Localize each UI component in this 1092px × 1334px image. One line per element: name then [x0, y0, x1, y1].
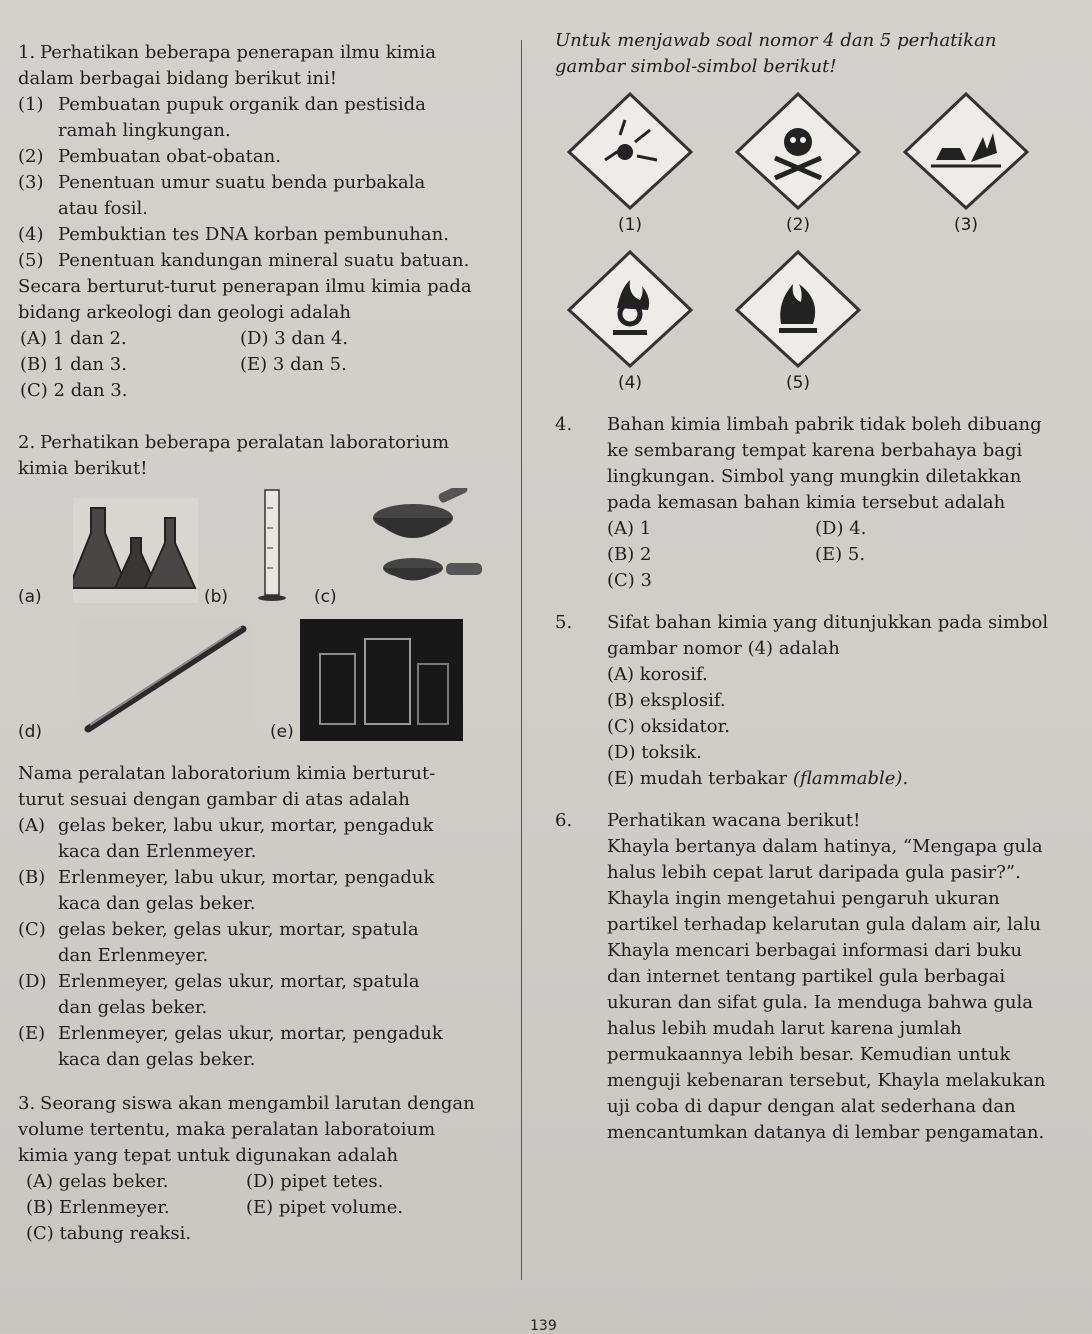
label-e: (e) [270, 722, 294, 742]
mortar-pestle-image [358, 488, 488, 603]
question-4 [555, 412, 1075, 594]
q5-stem: Sifat bahan kimia yang ditunjukkan pada simbol [607, 612, 1049, 633]
label-d: (d) [18, 722, 43, 742]
q5-option[interactable] [607, 662, 1075, 688]
q3-option[interactable]: (E) pipet volume. [246, 1197, 404, 1218]
q2-option-line: dan gelas beker. [58, 997, 208, 1018]
q1-option[interactable]: (D) 3 dan 4. [240, 328, 349, 349]
q6-passage-line: dan internet tentang partikel gula berbagai [607, 966, 1006, 987]
environment-hazard-icon [901, 90, 1031, 210]
label-b: (b) [204, 587, 229, 607]
q5-option-text: (A) korosif. [607, 664, 708, 685]
q2-option-letter: (A) [18, 815, 46, 836]
q1-item [18, 92, 488, 144]
lab-equipment-row-1 [18, 488, 488, 613]
q1-item-text [58, 248, 469, 274]
q2-option-letter: (E) [18, 1023, 46, 1044]
q4-option[interactable]: (E) 5. [815, 544, 866, 565]
explosive-icon [565, 90, 695, 210]
q6-passage-line: halus lebih mudah larut karena jumlah [607, 1018, 962, 1039]
q2-option-line: kaca dan Erlenmeyer. [58, 841, 257, 862]
q2-tail: Nama peralatan laboratorium kimia berturut- [18, 763, 436, 784]
q5-option[interactable] [607, 740, 1075, 766]
symbol-label-3: (3) [953, 215, 979, 235]
q2-option-line: gelas beker, gelas ukur, mortar, spatula [58, 919, 419, 940]
symbol-label-2: (2) [785, 215, 811, 235]
q3-stem-3: kimia yang tepat untuk digunakan adalah [18, 1145, 399, 1166]
q1-item [18, 144, 488, 170]
q1-item-line: atau fosil. [58, 198, 148, 219]
q2-option[interactable] [18, 1021, 488, 1073]
q4-stem-2: ke sembarang tempat karena berbahaya bagi [607, 440, 1023, 461]
hazard-symbol-3 [901, 90, 1031, 238]
q2-option-text [58, 917, 419, 969]
q3-option[interactable]: (B) Erlenmeyer. [26, 1197, 170, 1218]
q4-option[interactable]: (B) 2 [607, 544, 652, 565]
column-divider [521, 40, 522, 1280]
q6-passage-line: mencantumkan datanya di lembar pengamatan. [607, 1122, 1045, 1143]
q1-option[interactable] [240, 378, 460, 404]
q5-flammable-italic: (flammable). [792, 768, 909, 789]
q6-passage-line: partikel terhadap kelarutan gula dalam air, lalu [607, 914, 1041, 935]
stirring-rod-image [78, 619, 253, 741]
q5-option[interactable] [607, 714, 1075, 740]
skull-crossbones-icon [733, 90, 863, 210]
q2-stem: Perhatikan beberapa peralatan laboratorium [40, 432, 450, 453]
q5-option[interactable] [607, 766, 1075, 792]
q1-item-line: Penentuan kandungan mineral suatu batuan. [58, 250, 470, 271]
erlenmeyer-flasks-image [73, 498, 198, 603]
q1-item-line: Pembuatan pupuk organik dan pestisida [58, 94, 426, 115]
q2-option-line: kaca dan gelas beker. [58, 893, 256, 914]
hazard-symbol-4 [565, 248, 695, 396]
q6-passage-line: Khayla mencari berbagai informasi dari buku [607, 940, 1023, 961]
intro-line-2: gambar simbol-simbol berikut! [555, 56, 837, 77]
q1-option[interactable]: (A) 1 dan 2. [20, 328, 127, 349]
q4-stem-4: pada kemasan bahan kimia tersebut adalah [607, 492, 1006, 513]
q6-passage-line: uji coba di dapur dengan alat sederhana dan [607, 1096, 1016, 1117]
q2-option-text [58, 969, 420, 1021]
q1-item-text [58, 144, 281, 170]
q6-passage-line: ukuran dan sifat gula. Ia menduga bahwa gula [607, 992, 1033, 1013]
q1-item-text [58, 170, 425, 222]
q1-item-number: (4) [18, 224, 44, 245]
q6-stem: Perhatikan wacana berikut! [607, 810, 861, 831]
q1-item [18, 170, 488, 222]
q6-passage-line: halus lebih cepat larut daripada gula pasir?”. [607, 862, 1021, 883]
q1-item-number: (5) [18, 250, 44, 271]
q1-stem-2: dalam berbagai bidang berikut ini! [18, 68, 337, 89]
q1-item-number: (1) [18, 94, 44, 115]
q4-option[interactable]: (D) 4. [815, 518, 867, 539]
q1-stem: Perhatikan beberapa penerapan ilmu kimia [40, 42, 436, 63]
q3-option[interactable] [246, 1221, 466, 1247]
q1-item [18, 248, 488, 274]
oxidizer-icon [565, 248, 695, 368]
q4-option[interactable]: (A) 1 [607, 518, 652, 539]
q4-stem: Bahan kimia limbah pabrik tidak boleh dibuang [607, 414, 1042, 435]
q3-number: 3. [18, 1093, 36, 1114]
q2-option-letter: (D) [18, 971, 47, 992]
q6-passage-line: menguji kebenaran tersebut, Khayla melakukan [607, 1070, 1046, 1091]
q2-option-line: Erlenmeyer, gelas ukur, mortar, pengaduk [58, 1023, 443, 1044]
q5-option-text: (C) oksidator. [607, 716, 730, 737]
q2-option[interactable] [18, 865, 488, 917]
q1-option[interactable]: (B) 1 dan 3. [20, 354, 127, 375]
q1-item-line: Pembuatan obat-obatan. [58, 146, 281, 167]
q2-option-letter: (B) [18, 867, 46, 888]
question-3 [18, 1091, 488, 1247]
q5-option-text: (D) toksik. [607, 742, 702, 763]
q2-stem-2: kimia berikut! [18, 458, 148, 479]
q4-number: 4. [555, 414, 573, 435]
q3-option[interactable]: (A) gelas beker. [26, 1171, 169, 1192]
q1-item-text [58, 222, 449, 248]
q1-item [18, 222, 488, 248]
q2-option[interactable] [18, 969, 488, 1021]
q4-option[interactable] [815, 568, 1015, 594]
q4-option[interactable]: (C) 3 [607, 570, 652, 591]
q2-option-line: dan Erlenmeyer. [58, 945, 209, 966]
q5-option-text: (B) eksplosif. [607, 690, 726, 711]
q6-passage-line: permukaannya lebih besar. Kemudian untuk [607, 1044, 1011, 1065]
q1-option[interactable]: (C) 2 dan 3. [20, 380, 128, 401]
hazard-row-1 [565, 90, 1075, 238]
q1-item-number: (2) [18, 146, 44, 167]
q6-passage-line: Khayla bertanya dalam hatinya, “Mengapa gula [607, 836, 1043, 857]
q5-option[interactable] [607, 688, 1075, 714]
hazard-symbol-5 [733, 248, 863, 396]
symbol-label-4: (4) [617, 373, 643, 393]
hazard-row-2 [565, 248, 1075, 396]
q2-option-text [58, 1021, 443, 1073]
q1-tail-2: bidang arkeologi dan geologi adalah [18, 302, 351, 323]
q2-option[interactable] [18, 813, 488, 865]
q6-number: 6. [555, 810, 573, 831]
right-column [555, 28, 1075, 1152]
q5-option-text: (E) mudah terbakar [607, 768, 788, 789]
symbol-label-5: (5) [785, 373, 811, 393]
q5-number: 5. [555, 612, 573, 633]
symbol-label-1: (1) [617, 215, 643, 235]
q2-option-line: Erlenmeyer, labu ukur, mortar, pengaduk [58, 867, 435, 888]
flammable-icon [733, 248, 863, 368]
q3-option[interactable]: (C) tabung reaksi. [26, 1223, 192, 1244]
question-2 [18, 430, 488, 1073]
q2-option-line: gelas beker, labu ukur, mortar, pengaduk [58, 815, 434, 836]
q1-tail: Secara berturut-turut penerapan ilmu kimia pada [18, 276, 472, 297]
intro-line-1: Untuk menjawab soal nomor 4 dan 5 perhatikan [555, 30, 997, 51]
measuring-cylinder-image [253, 488, 293, 603]
q4-stem-3: lingkungan. Simbol yang mungkin diletakkan [607, 466, 1022, 487]
q1-item-text [58, 92, 426, 144]
hazard-symbol-1 [565, 90, 695, 238]
page-number: 139 [530, 1318, 557, 1334]
q1-option[interactable]: (E) 3 dan 5. [240, 354, 347, 375]
q1-item-number: (3) [18, 172, 44, 193]
q3-stem: Seorang siswa akan mengambil larutan dengan [40, 1093, 475, 1114]
label-c: (c) [314, 587, 337, 607]
q6-passage-line: Khayla ingin mengetahui pengaruh ukuran [607, 888, 1000, 909]
question-5 [555, 610, 1075, 792]
q3-stem-2: volume tertentu, maka peralatan laboratoium [18, 1119, 436, 1140]
hazard-symbol-2 [733, 90, 863, 238]
q1-item-line: ramah lingkungan. [58, 120, 231, 141]
q1-item-line: Pembuktian tes DNA korban pembunuhan. [58, 224, 449, 245]
q3-option[interactable]: (D) pipet tetes. [246, 1171, 384, 1192]
q2-option-line: Erlenmeyer, gelas ukur, mortar, spatula [58, 971, 420, 992]
q2-option-text [58, 865, 434, 917]
q2-option-line: kaca dan gelas beker. [58, 1049, 256, 1070]
q2-number: 2. [18, 432, 36, 453]
question-1 [18, 40, 488, 404]
q5-stem-2: gambar nomor (4) adalah [607, 638, 840, 659]
question-6 [555, 808, 1075, 1146]
lab-equipment-row-2 [18, 619, 488, 749]
left-column [18, 40, 488, 1253]
q2-option[interactable] [18, 917, 488, 969]
q2-tail-2: turut sesuai dengan gambar di atas adalah [18, 789, 410, 810]
label-a: (a) [18, 587, 42, 607]
beakers-image [300, 619, 463, 741]
q2-option-text [58, 813, 434, 865]
q2-option-letter: (C) [18, 919, 46, 940]
q1-item-line: Penentuan umur suatu benda purbakala [58, 172, 426, 193]
q1-number: 1. [18, 42, 36, 63]
